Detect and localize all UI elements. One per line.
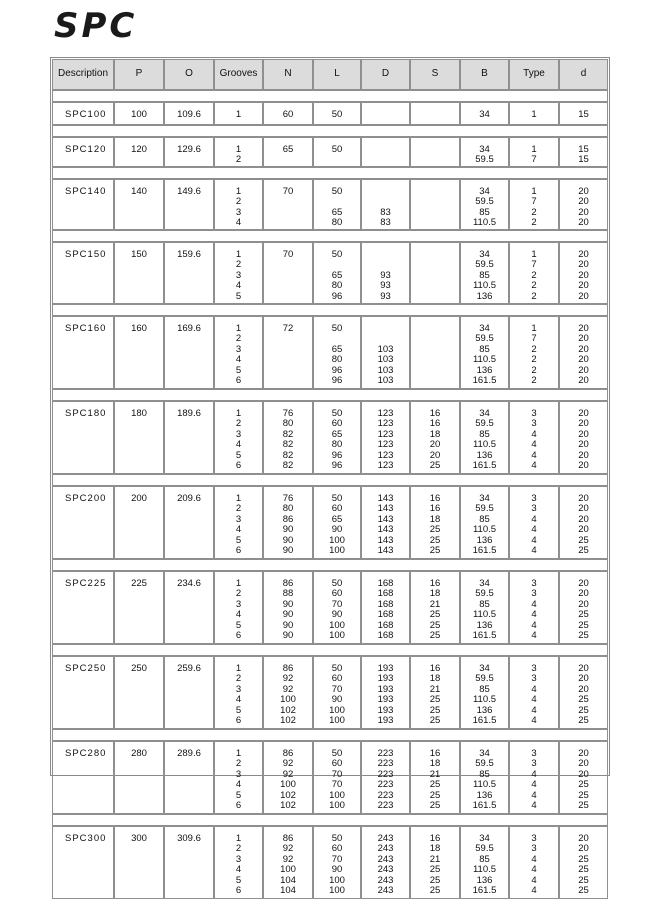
cell-b: 34 59.5 85 110.5 136 161.5 xyxy=(460,571,509,644)
cell-d-upper: 83 83 xyxy=(361,179,410,230)
cell-s xyxy=(410,316,460,389)
cell-n: 86 92 92 100 104 104 xyxy=(263,826,313,899)
table-row xyxy=(52,102,608,125)
cell-type: 3 3 4 4 4 4 xyxy=(509,826,559,899)
table-row xyxy=(52,137,608,167)
col-header-l: L xyxy=(313,59,361,90)
cell-grooves: 1 2 3 4 xyxy=(214,179,263,230)
row-spacer xyxy=(52,729,608,741)
cell-p: 160 xyxy=(114,316,164,389)
row-spacer-cell xyxy=(52,559,608,571)
table-row xyxy=(52,741,608,814)
cell-l: 50 xyxy=(313,102,361,125)
cell-type: 3 3 4 4 4 4 xyxy=(509,741,559,814)
row-spacer xyxy=(52,125,608,137)
row-spacer xyxy=(52,814,608,826)
cell-o: 129.6 xyxy=(164,137,214,167)
col-header-d-lower: d xyxy=(559,59,608,90)
cell-l: 50 65 80 96 96 xyxy=(313,316,361,389)
cell-d-upper xyxy=(361,137,410,167)
cell-l: 50 60 70 90 100 100 xyxy=(313,826,361,899)
cell-type: 1 7 2 2 xyxy=(509,179,559,230)
row-spacer-cell xyxy=(52,304,608,316)
cell-d-lower: 20 20 20 25 25 25 xyxy=(559,571,608,644)
col-header-type: Type xyxy=(509,59,559,90)
cell-description: SPC120 xyxy=(52,137,114,167)
cell-description: SPC225 xyxy=(52,571,114,644)
cell-p: 100 xyxy=(114,102,164,125)
cell-p: 180 xyxy=(114,401,164,474)
row-spacer-cell xyxy=(52,230,608,242)
cell-b: 34 59.5 85 110.5 136 161.5 xyxy=(460,656,509,729)
cell-l: 50 65 80 96 xyxy=(313,242,361,304)
cell-b: 34 59.5 xyxy=(460,137,509,167)
col-header-n: N xyxy=(263,59,313,90)
cell-o: 109.6 xyxy=(164,102,214,125)
cell-grooves: 1 2 3 4 5 6 xyxy=(214,826,263,899)
row-spacer xyxy=(52,559,608,571)
row-spacer xyxy=(52,389,608,401)
cell-type: 3 3 4 4 4 4 xyxy=(509,401,559,474)
cell-o: 309.6 xyxy=(164,826,214,899)
cell-s: 16 18 21 25 25 25 xyxy=(410,741,460,814)
col-header-d-upper: D xyxy=(361,59,410,90)
row-spacer-cell xyxy=(52,729,608,741)
page-title: SPC xyxy=(54,6,138,46)
cell-s xyxy=(410,137,460,167)
cell-d-lower: 20 20 20 20 xyxy=(559,179,608,230)
cell-b: 34 59.5 85 110.5 136 161.5 xyxy=(460,401,509,474)
row-spacer-cell xyxy=(52,389,608,401)
cell-p: 120 xyxy=(114,137,164,167)
cell-type: 1 7 2 2 2 xyxy=(509,242,559,304)
cell-s: 16 18 21 25 25 25 xyxy=(410,826,460,899)
header-row xyxy=(52,59,608,90)
cell-l: 50 60 70 90 100 100 xyxy=(313,571,361,644)
table-row xyxy=(52,826,608,899)
col-header-p: P xyxy=(114,59,164,90)
cell-d-lower: 20 20 20 20 20 20 xyxy=(559,316,608,389)
cell-n: 76 80 86 90 90 90 xyxy=(263,486,313,559)
cell-type: 3 3 4 4 4 4 xyxy=(509,486,559,559)
cell-type: 3 3 4 4 4 4 xyxy=(509,656,559,729)
col-header-o: O xyxy=(164,59,214,90)
cell-s: 16 18 21 25 25 25 xyxy=(410,571,460,644)
cell-d-lower: 20 20 25 25 25 25 xyxy=(559,826,608,899)
table-row xyxy=(52,486,608,559)
cell-o: 209.6 xyxy=(164,486,214,559)
col-header-s: S xyxy=(410,59,460,90)
col-header-description: Description xyxy=(52,59,114,90)
row-spacer-cell xyxy=(52,90,608,102)
cell-s xyxy=(410,242,460,304)
cell-p: 150 xyxy=(114,242,164,304)
cell-d-lower: 20 20 20 20 25 25 xyxy=(559,486,608,559)
cell-d-lower: 20 20 20 20 20 20 xyxy=(559,401,608,474)
table-row xyxy=(52,656,608,729)
cell-description: SPC250 xyxy=(52,656,114,729)
table-row xyxy=(52,316,608,389)
cell-l: 50 xyxy=(313,137,361,167)
cell-type: 3 3 4 4 4 4 xyxy=(509,571,559,644)
col-header-b: B xyxy=(460,59,509,90)
cell-type: 1 xyxy=(509,102,559,125)
cell-p: 225 xyxy=(114,571,164,644)
cell-grooves: 1 2 3 4 5 xyxy=(214,242,263,304)
cell-b: 34 59.5 85 110.5 136 161.5 xyxy=(460,826,509,899)
cell-d-upper: 168 168 168 168 168 168 xyxy=(361,571,410,644)
cell-n: 72 xyxy=(263,316,313,389)
cell-n: 60 xyxy=(263,102,313,125)
table-row xyxy=(52,401,608,474)
cell-d-upper: 123 123 123 123 123 123 xyxy=(361,401,410,474)
cell-d-upper: 103 103 103 103 xyxy=(361,316,410,389)
row-spacer xyxy=(52,644,608,656)
cell-p: 200 xyxy=(114,486,164,559)
cell-description: SPC300 xyxy=(52,826,114,899)
cell-o: 234.6 xyxy=(164,571,214,644)
row-spacer xyxy=(52,304,608,316)
table-row xyxy=(52,242,608,304)
cell-grooves: 1 2 xyxy=(214,137,263,167)
cell-d-lower: 20 20 20 25 25 25 xyxy=(559,741,608,814)
cell-l: 50 60 65 90 100 100 xyxy=(313,486,361,559)
row-spacer xyxy=(52,90,608,102)
cell-n: 86 92 92 100 102 102 xyxy=(263,656,313,729)
cell-b: 34 59.5 85 110.5 136 161.5 xyxy=(460,316,509,389)
cell-o: 149.6 xyxy=(164,179,214,230)
cell-d-upper: 143 143 143 143 143 143 xyxy=(361,486,410,559)
col-header-grooves: Grooves xyxy=(214,59,263,90)
cell-description: SPC200 xyxy=(52,486,114,559)
cell-grooves: 1 xyxy=(214,102,263,125)
row-spacer-cell xyxy=(52,474,608,486)
row-spacer-cell xyxy=(52,814,608,826)
table-row xyxy=(52,571,608,644)
cell-s: 16 16 18 25 25 25 xyxy=(410,486,460,559)
cell-description: SPC180 xyxy=(52,401,114,474)
cell-l: 50 60 70 90 100 100 xyxy=(313,656,361,729)
cell-s xyxy=(410,179,460,230)
cell-l: 50 60 65 80 96 96 xyxy=(313,401,361,474)
cell-n: 65 xyxy=(263,137,313,167)
cell-o: 189.6 xyxy=(164,401,214,474)
spec-table xyxy=(52,59,608,899)
cell-type: 1 7 2 2 2 2 xyxy=(509,316,559,389)
cell-grooves: 1 2 3 4 5 6 xyxy=(214,741,263,814)
cell-p: 300 xyxy=(114,826,164,899)
cell-description: SPC160 xyxy=(52,316,114,389)
cell-n: 86 88 90 90 90 90 xyxy=(263,571,313,644)
cell-d-upper: 243 243 243 243 243 243 xyxy=(361,826,410,899)
cell-n: 86 92 92 100 102 102 xyxy=(263,741,313,814)
cell-s: 16 16 18 20 20 25 xyxy=(410,401,460,474)
row-spacer-cell xyxy=(52,644,608,656)
cell-b: 34 xyxy=(460,102,509,125)
row-spacer xyxy=(52,230,608,242)
cell-n: 70 xyxy=(263,179,313,230)
cell-grooves: 1 2 3 4 5 6 xyxy=(214,571,263,644)
cell-type: 1 7 xyxy=(509,137,559,167)
cell-o: 169.6 xyxy=(164,316,214,389)
cell-o: 259.6 xyxy=(164,656,214,729)
cell-d-lower: 20 20 20 25 25 25 xyxy=(559,656,608,729)
cell-p: 140 xyxy=(114,179,164,230)
cell-l: 50 60 70 70 100 100 xyxy=(313,741,361,814)
cell-grooves: 1 2 3 4 5 6 xyxy=(214,656,263,729)
row-spacer xyxy=(52,167,608,179)
cell-d-lower: 20 20 20 20 20 xyxy=(559,242,608,304)
cell-description: SPC140 xyxy=(52,179,114,230)
cell-d-lower: 15 15 xyxy=(559,137,608,167)
cell-s: 16 18 21 25 25 25 xyxy=(410,656,460,729)
row-spacer xyxy=(52,474,608,486)
cell-b: 34 59.5 85 110.5 xyxy=(460,179,509,230)
cell-b: 34 59.5 85 110.5 136 161.5 xyxy=(460,486,509,559)
cell-p: 250 xyxy=(114,656,164,729)
cell-d-upper: 93 93 93 xyxy=(361,242,410,304)
cell-d-upper xyxy=(361,102,410,125)
cell-s xyxy=(410,102,460,125)
table-body xyxy=(52,90,608,899)
cell-grooves: 1 2 3 4 5 6 xyxy=(214,316,263,389)
cell-description: SPC280 xyxy=(52,741,114,814)
cell-p: 280 xyxy=(114,741,164,814)
cell-description: SPC150 xyxy=(52,242,114,304)
cell-b: 34 59.5 85 110.5 136 161.5 xyxy=(460,741,509,814)
table-row xyxy=(52,179,608,230)
cell-d-upper: 193 193 193 193 193 193 xyxy=(361,656,410,729)
cell-l: 50 65 80 xyxy=(313,179,361,230)
cell-n: 76 80 82 82 82 82 xyxy=(263,401,313,474)
cell-d-upper: 223 223 223 223 223 223 xyxy=(361,741,410,814)
row-spacer-cell xyxy=(52,125,608,137)
row-spacer-cell xyxy=(52,167,608,179)
cell-grooves: 1 2 3 4 5 6 xyxy=(214,486,263,559)
cell-o: 289.6 xyxy=(164,741,214,814)
cell-n: 70 xyxy=(263,242,313,304)
cell-description: SPC100 xyxy=(52,102,114,125)
cell-o: 159.6 xyxy=(164,242,214,304)
cell-d-lower: 15 xyxy=(559,102,608,125)
cell-b: 34 59.5 85 110.5 136 xyxy=(460,242,509,304)
cell-grooves: 1 2 3 4 5 6 xyxy=(214,401,263,474)
